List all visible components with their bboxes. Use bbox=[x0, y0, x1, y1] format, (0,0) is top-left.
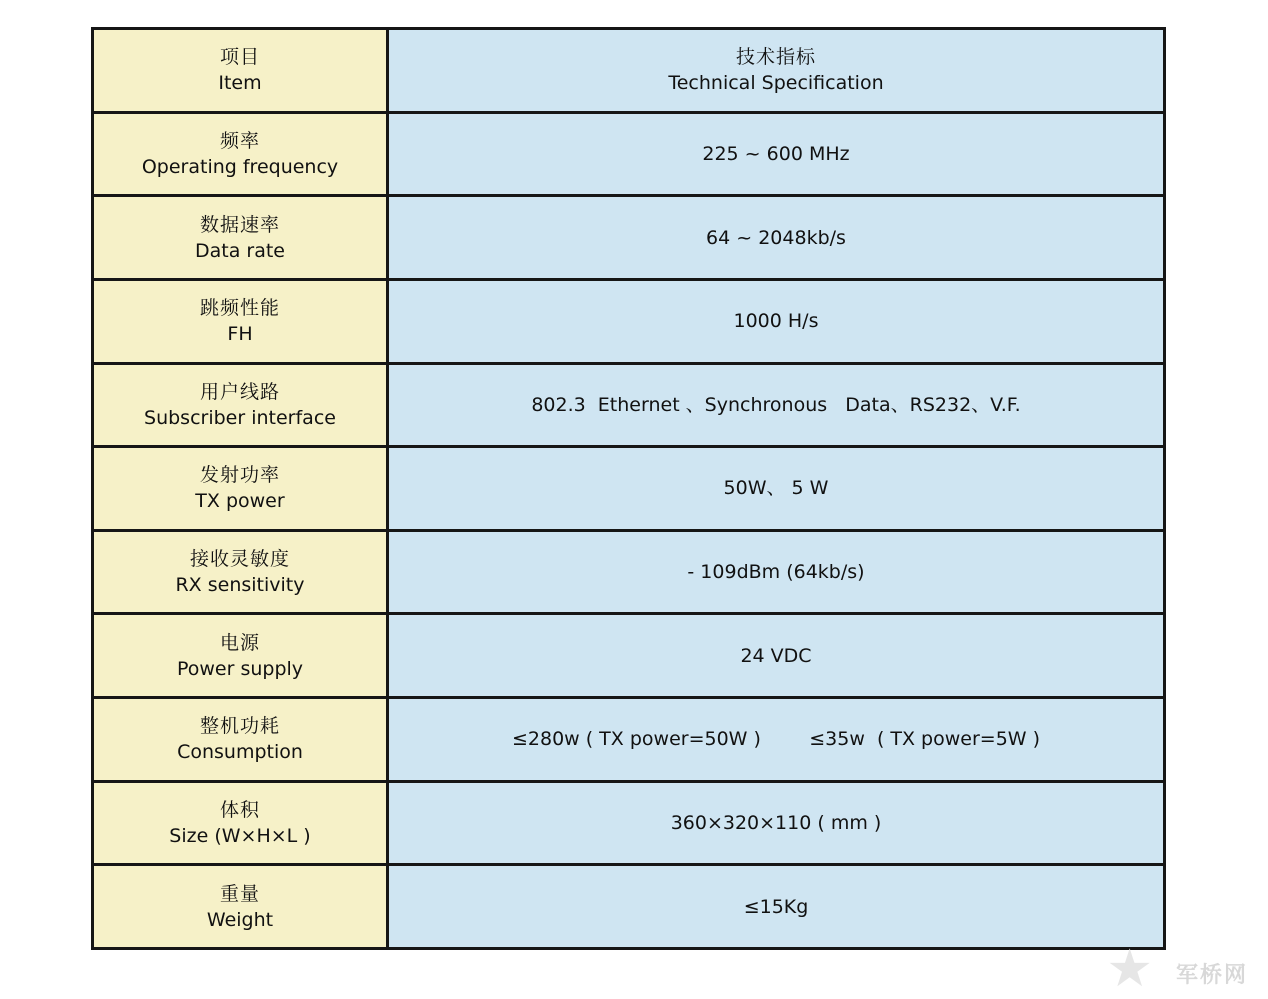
value-cell bbox=[388, 698, 1165, 782]
header-spec-cell bbox=[388, 29, 1165, 113]
item-name-cn: 跳频性能 bbox=[199, 297, 280, 320]
value-cell bbox=[388, 781, 1165, 865]
table-row bbox=[93, 447, 1165, 531]
item-name-cn: 接收灵敏度 bbox=[189, 548, 290, 571]
item-value: ≤15Kg bbox=[743, 895, 809, 918]
item-value: 225 ~ 600 MHz bbox=[702, 142, 850, 165]
header-item-cell bbox=[93, 29, 388, 113]
item-name-cn: 重量 bbox=[219, 882, 260, 905]
item-name-en: Operating frequency bbox=[141, 155, 339, 178]
value-cell bbox=[388, 279, 1165, 363]
item-cell bbox=[93, 196, 388, 280]
value-cell bbox=[388, 447, 1165, 531]
item-cell bbox=[93, 112, 388, 196]
watermark-logo: 军桥网 bbox=[1175, 963, 1248, 988]
item-cell bbox=[93, 447, 388, 531]
value-cell bbox=[388, 530, 1165, 614]
item-name-en: Power supply bbox=[176, 657, 304, 680]
specification-table bbox=[91, 27, 1166, 950]
item-cell bbox=[93, 865, 388, 949]
item-cell bbox=[93, 698, 388, 782]
table-row bbox=[93, 781, 1165, 865]
item-value: 1000 H/s bbox=[733, 310, 819, 333]
item-name-cn: 整机功耗 bbox=[199, 715, 280, 738]
table-row bbox=[93, 698, 1165, 782]
item-name-en: TX power bbox=[195, 490, 285, 513]
item-value: ≤280w ( TX power=50W ) ≤35w ( TX power=5W ) bbox=[511, 728, 1041, 751]
item-name-cn: 数据速率 bbox=[199, 213, 280, 236]
item-name-cn: 电源 bbox=[219, 631, 260, 654]
table-row bbox=[93, 865, 1165, 949]
header-spec-en: Technical Specification bbox=[668, 72, 884, 95]
table-row bbox=[93, 363, 1165, 447]
table-header-row bbox=[93, 29, 1165, 113]
item-value: 24 VDC bbox=[740, 644, 812, 667]
item-name-cn: 用户线路 bbox=[199, 380, 280, 403]
header-spec-cn: 技术指标 bbox=[735, 46, 816, 69]
item-value: 50W、 5 W bbox=[723, 477, 829, 500]
value-cell bbox=[388, 112, 1165, 196]
table-row bbox=[93, 279, 1165, 363]
value-cell bbox=[388, 614, 1165, 698]
item-value: 64 ~ 2048kb/s bbox=[706, 226, 846, 249]
item-value: 360×320×110 ( mm ) bbox=[670, 811, 882, 834]
value-cell bbox=[388, 196, 1165, 280]
item-name-en: RX sensitivity bbox=[175, 574, 305, 597]
item-name-en: Weight bbox=[206, 908, 274, 931]
watermark-star-icon: ★ bbox=[1106, 939, 1153, 999]
item-name-en: FH bbox=[227, 323, 253, 346]
item-name-cn: 频率 bbox=[219, 129, 260, 152]
item-cell bbox=[93, 363, 388, 447]
item-name-en: Data rate bbox=[195, 239, 285, 262]
item-cell bbox=[93, 614, 388, 698]
value-cell bbox=[388, 865, 1165, 949]
item-name-en: Size (W×H×L ) bbox=[169, 824, 311, 847]
item-name-cn: 体积 bbox=[219, 798, 260, 821]
item-name-en: Consumption bbox=[177, 741, 303, 764]
item-cell bbox=[93, 781, 388, 865]
item-cell bbox=[93, 279, 388, 363]
header-item-cn: 项目 bbox=[219, 46, 260, 69]
item-name-en: Subscriber interface bbox=[144, 406, 336, 429]
table-row bbox=[93, 614, 1165, 698]
item-cell bbox=[93, 530, 388, 614]
table-row bbox=[93, 112, 1165, 196]
item-name-cn: 发射功率 bbox=[199, 464, 280, 487]
table-row bbox=[93, 196, 1165, 280]
table-row bbox=[93, 530, 1165, 614]
item-value: 802.3 Ethernet 、Synchronous Data、RS232、V.F. bbox=[531, 393, 1021, 416]
item-value: - 109dBm (64kb/s) bbox=[687, 561, 865, 584]
value-cell bbox=[388, 363, 1165, 447]
header-item-en: Item bbox=[218, 72, 262, 95]
